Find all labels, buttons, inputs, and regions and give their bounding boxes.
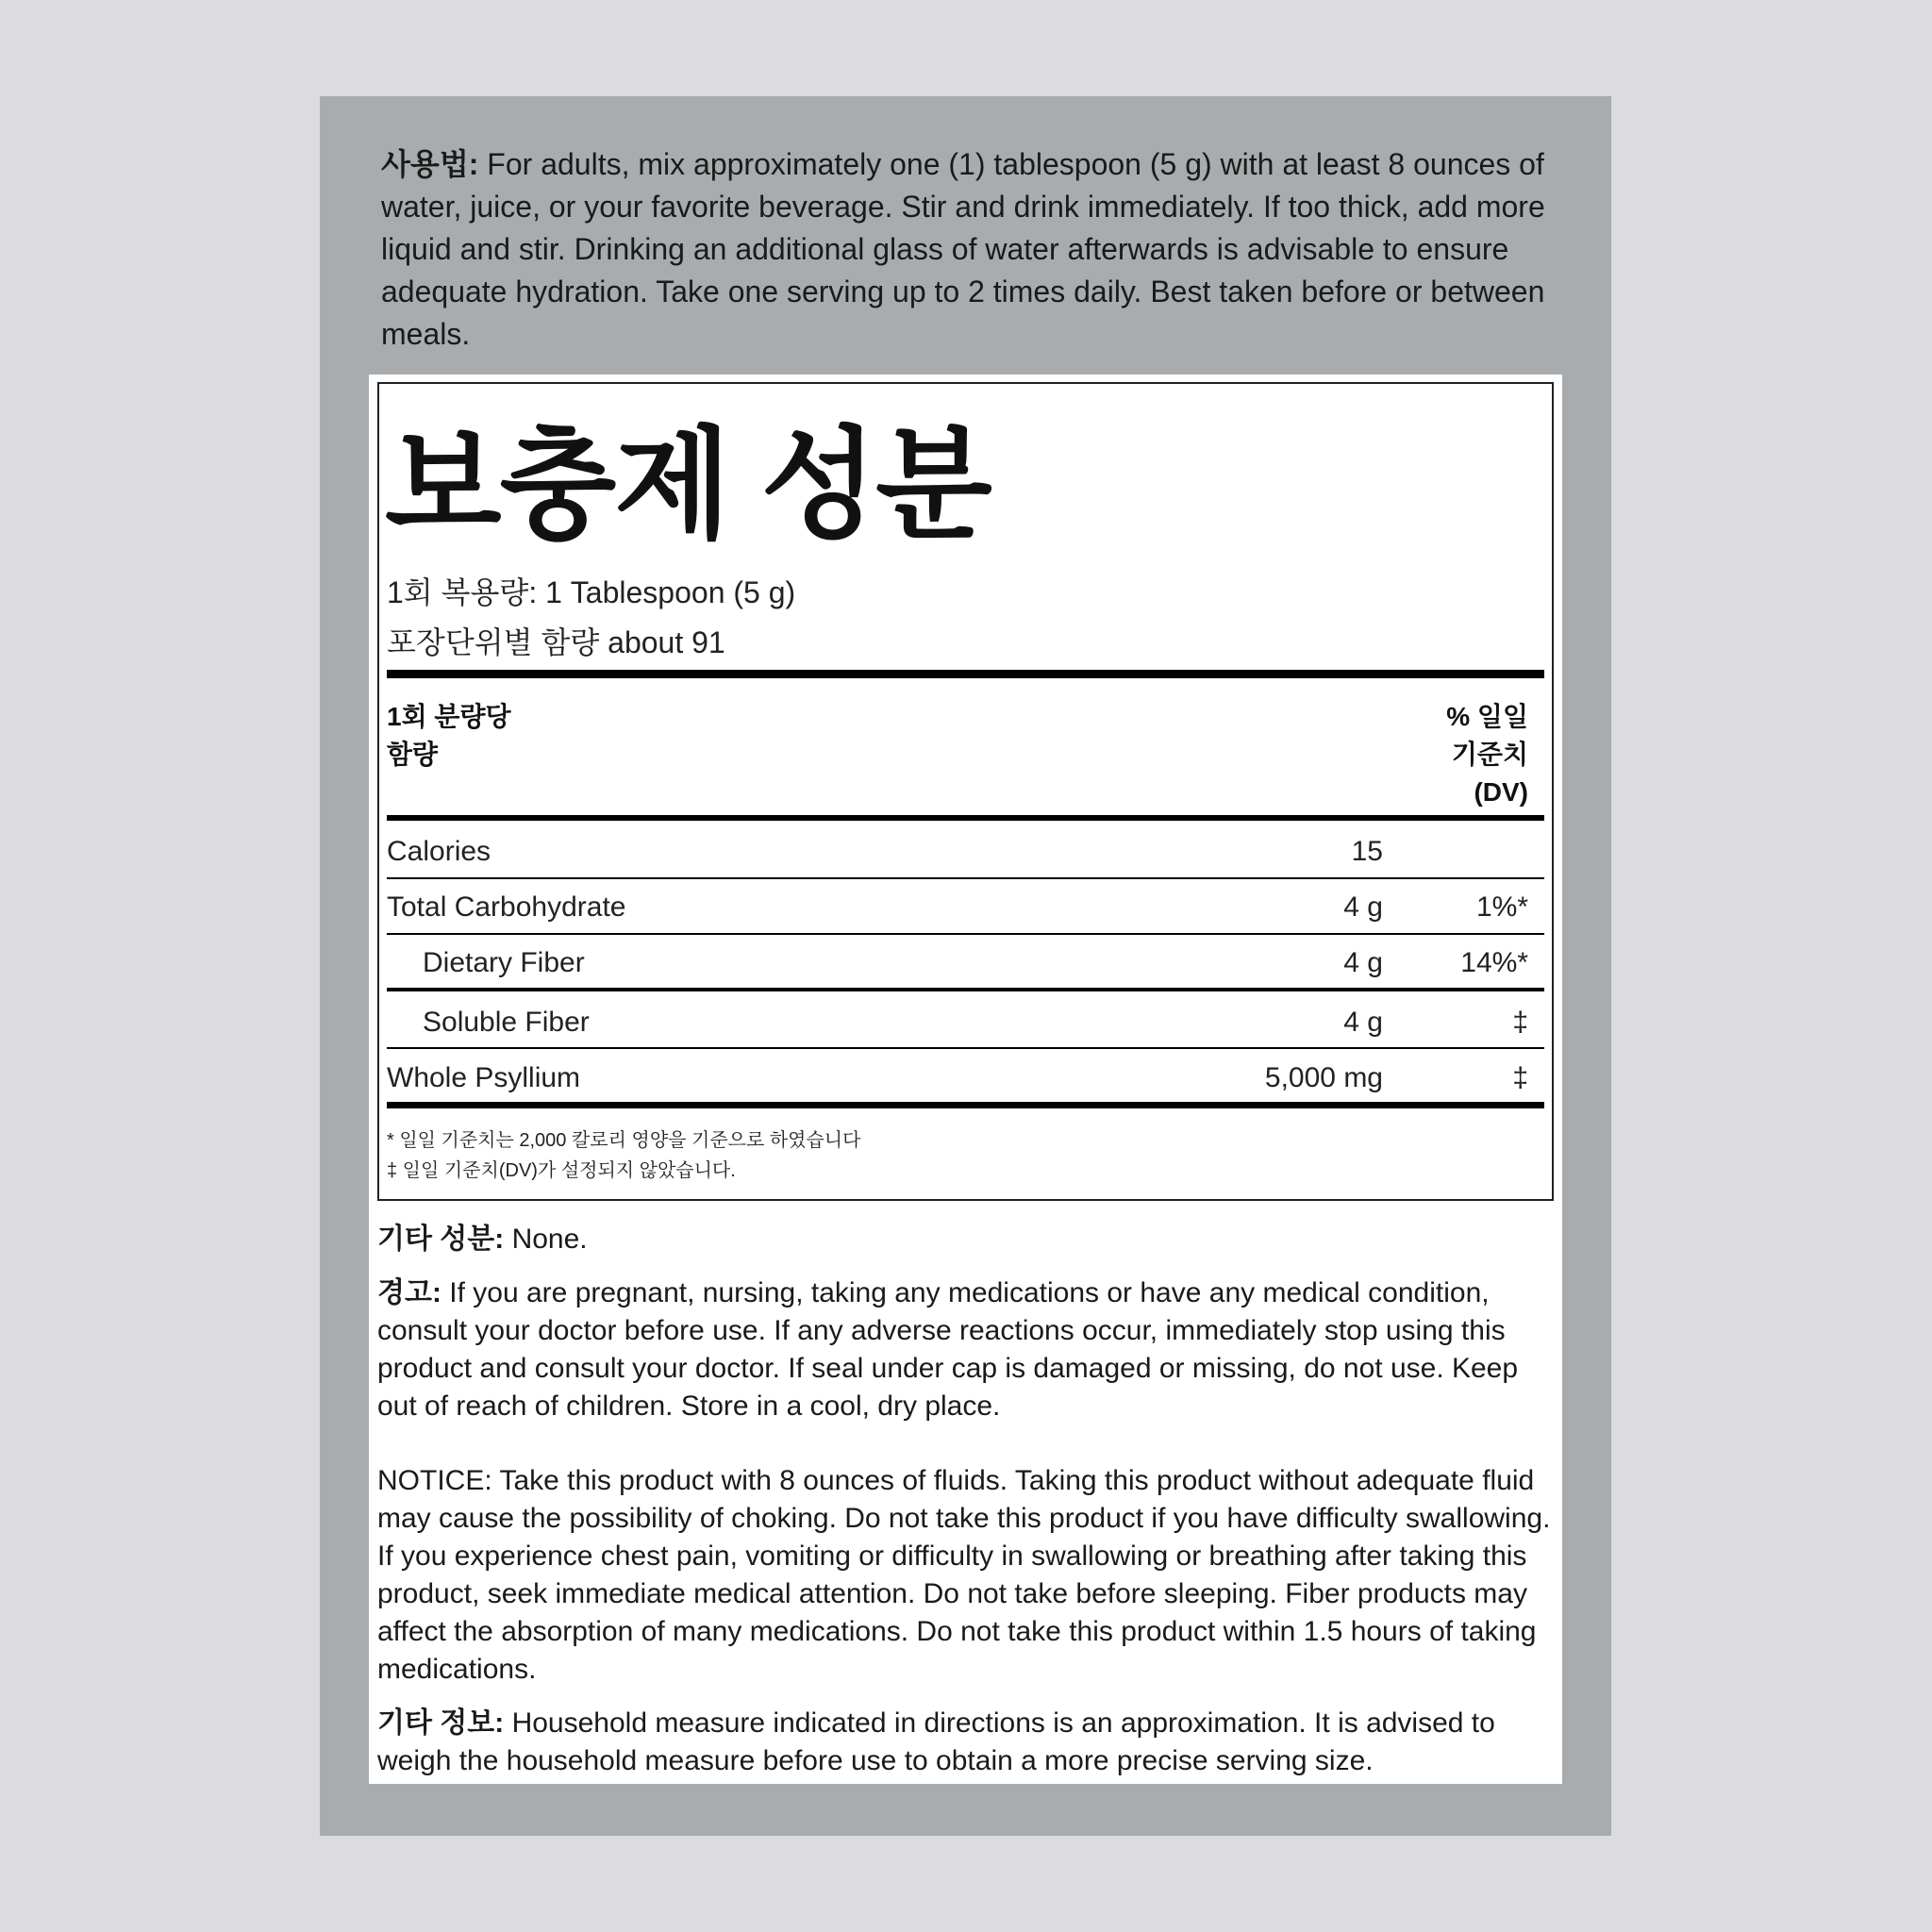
header-left-line2: 함량 xyxy=(387,740,439,769)
nutrient-amount-total-carbohydrate: 4 g xyxy=(1343,891,1383,923)
other-ingredients-label: 기타 성분: xyxy=(377,1224,505,1255)
warning xyxy=(377,1274,1557,1425)
servings-per-container: 포장단위별 함량 about 91 xyxy=(387,625,725,659)
thick-rule-top xyxy=(387,670,1544,678)
nutrient-label-dietary-fiber: Dietary Fiber xyxy=(423,947,585,978)
other-ingredients xyxy=(377,1221,1557,1258)
nutrient-label-soluble-fiber: Soluble Fiber xyxy=(423,1007,590,1038)
nutrient-label-total-carbohydrate: Total Carbohydrate xyxy=(387,891,626,923)
header-left-line1: 1회 분량당 xyxy=(387,702,511,731)
header-right-line2: 기준치 xyxy=(1451,740,1528,769)
nutrient-dv-dietary-fiber: 14%* xyxy=(1460,947,1528,978)
nutrient-dv-total-carbohydrate: 1%* xyxy=(1475,891,1528,923)
amount-per-serving-header xyxy=(387,698,511,774)
thick-rule-bottom xyxy=(387,1102,1544,1108)
daily-value-header xyxy=(1446,698,1528,811)
serving-size: 1회 복용량: 1 Tablespoon (5 g) xyxy=(387,575,796,609)
other-information xyxy=(377,1705,1557,1780)
notice xyxy=(377,1462,1557,1689)
nutrient-amount-dietary-fiber: 4 g xyxy=(1343,947,1383,978)
row-divider xyxy=(387,1047,1544,1049)
header-right-line3: (DV) xyxy=(1474,777,1528,807)
nutrient-dv-soluble-fiber: ‡ xyxy=(1512,1007,1528,1038)
thick-rule-header xyxy=(387,815,1544,821)
nutrient-label-calories: Calories xyxy=(387,836,491,867)
other-information-label: 기타 정보: xyxy=(377,1707,505,1739)
directions-label: 사용법: xyxy=(381,147,479,181)
warning-label: 경고: xyxy=(377,1277,441,1308)
directions-text xyxy=(381,143,1566,356)
directions-body: For adults, mix approximately one (1) tablespoon (5 g) with at least 8 ounces of water, juice, or your favorite beverage. Stir and drink immediately. If too thick, add more liquid and stir. Drinking an additional glass of water afterwards is advisable to ensure adequate hydration. Take one serving up to 2 times daily. Best taken before or between meals. xyxy=(381,147,1545,351)
row-divider xyxy=(387,877,1544,879)
nutrient-amount-soluble-fiber: 4 g xyxy=(1343,1007,1383,1038)
footnote-daily-value: * 일일 기준치는 2,000 칼로리 영양을 기준으로 하였습니다 xyxy=(387,1130,861,1151)
notice-text: NOTICE: Take this product with 8 ounces of fluids. Taking this product without adequate fluid may cause the possibility of choking. Do not take this product if you have difficulty swallowing. If you experience chest pain, vomiting or difficulty in swallowing or breathing after taking this product, seek immediate medical attention. Do not take before sleeping. Fiber products may affect the absorption of many medications. Do not take this product within 1.5 hours of taking medications. xyxy=(377,1465,1551,1685)
supplement-facts-title: 보충제 성분 xyxy=(385,418,991,553)
row-divider xyxy=(387,988,1544,991)
nutrient-amount-whole-psyllium: 5,000 mg xyxy=(1264,1062,1383,1093)
nutrient-label-whole-psyllium: Whole Psyllium xyxy=(387,1062,581,1093)
other-ingredients-text: None. xyxy=(504,1224,588,1255)
row-divider xyxy=(387,933,1544,935)
header-right-line1: % 일일 xyxy=(1446,702,1528,731)
nutrient-dv-whole-psyllium: ‡ xyxy=(1512,1062,1528,1093)
other-information-text: Household measure indicated in directions is an approximation. It is advised to weigh the household measure before use to obtain a more precise serving size. xyxy=(377,1707,1495,1776)
nutrient-amount-calories: 15 xyxy=(1351,836,1383,867)
warning-text: If you are pregnant, nursing, taking any medications or have any medical condition, consult your doctor before use. If any adverse reactions occur, immediately stop using this product and consult your doctor. If seal under cap is damaged or missing, do not use. Keep out of reach of children. Store in a cool, dry place. xyxy=(377,1277,1519,1422)
footnote-dv-not-established: ‡ 일일 기준치(DV)가 설정되지 않았습니다. xyxy=(387,1160,736,1181)
